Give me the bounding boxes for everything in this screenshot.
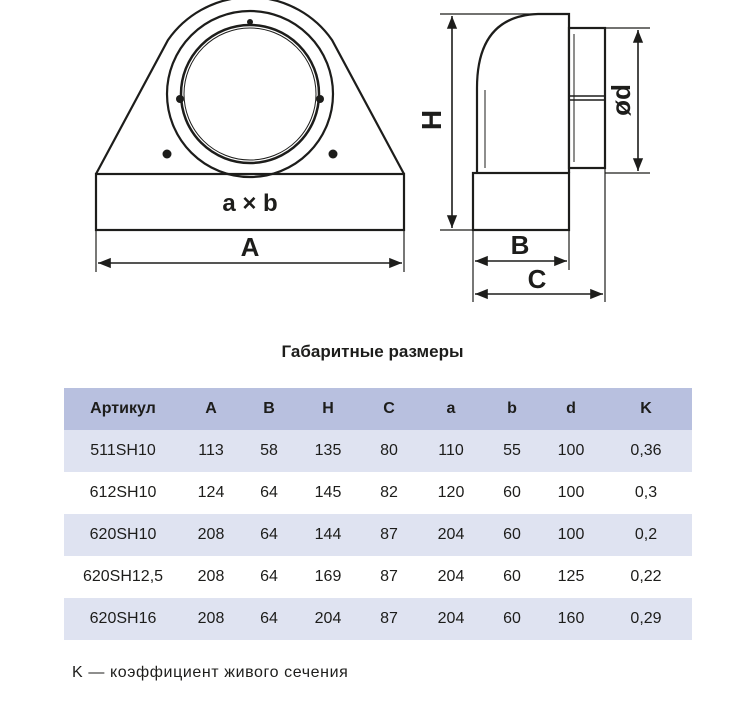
cell: 0,3 [634,484,658,501]
screw-hole [247,19,253,25]
cell: 82 [380,484,398,501]
cell: 87 [380,568,398,585]
cell: 0,36 [600,430,692,472]
cell: 80 [358,430,420,472]
cell: 113 [182,430,240,472]
table-row [64,514,692,556]
cell: 0,22 [630,568,662,585]
cell: 100 [557,484,585,501]
cell: 60 [482,598,542,640]
table-row [64,598,692,640]
front-inner-ring-2 [184,28,316,160]
table-header-row [64,388,692,430]
table-row [64,556,692,598]
header-cell: H [298,388,358,430]
cell-article: 620SH12,5 [82,568,164,585]
label-d: ød [606,84,636,116]
cell: 64 [260,484,278,501]
label-A: A [240,232,260,262]
cell: 204 [420,598,482,640]
header-cell: d [542,388,600,430]
cell: 204 [420,514,482,556]
cell: 120 [437,484,465,501]
cell: 124 [197,484,225,501]
side-base-block [473,173,569,230]
header-cell: a [420,388,482,430]
cell: 208 [182,514,240,556]
cell: 145 [314,484,342,501]
header-cell: A [182,388,240,430]
label-H: H [416,109,447,131]
front-outer-ring [167,11,333,177]
cell: 58 [240,430,298,472]
screw-hole [316,95,324,103]
header-cell: C [358,388,420,430]
front-inner-ring [181,25,319,163]
cell: 125 [557,568,585,585]
cell: 64 [260,568,278,585]
cell-article: 511SH10 [64,430,182,472]
cell: 87 [358,598,420,640]
label-axb: a × b [222,190,278,217]
cell: 208 [197,568,225,585]
cell: 60 [482,514,542,556]
cell: 169 [314,568,342,585]
side-elbow [477,14,569,173]
cell: 60 [503,568,521,585]
cell: 204 [437,568,465,585]
table-row [64,472,692,514]
cell: 64 [240,514,298,556]
cell: 0,2 [600,514,692,556]
table-title: Габаритные размеры [281,342,464,361]
technical-drawing [0,0,745,330]
cell: 87 [358,514,420,556]
cell: 60 [503,484,521,501]
cell-article: 620SH16 [64,598,182,640]
side-view [440,14,650,302]
header-cell: B [240,388,298,430]
front-screw-holes [163,19,338,159]
cell: 100 [542,430,600,472]
cell: 100 [542,514,600,556]
header-cell: b [482,388,542,430]
label-C: C [527,264,547,294]
cell: 144 [298,514,358,556]
table-row [64,430,692,472]
cell-article: 612SH10 [89,484,157,501]
screw-hole [163,150,172,159]
header-cell: Артикул [64,388,182,430]
cell: 135 [298,430,358,472]
cell-article: 620SH10 [64,514,182,556]
header-cell: K [600,388,692,430]
cell: 160 [542,598,600,640]
label-B: B [510,230,530,260]
cell: 208 [182,598,240,640]
cell: 55 [482,430,542,472]
cell: 110 [420,430,482,472]
footnote: K — коэффициент живого сечения [72,664,349,681]
dimensions-table [64,388,692,640]
cell: 0,29 [600,598,692,640]
cell: 204 [298,598,358,640]
screw-hole [329,150,338,159]
screw-hole [176,95,184,103]
cell: 64 [240,598,298,640]
